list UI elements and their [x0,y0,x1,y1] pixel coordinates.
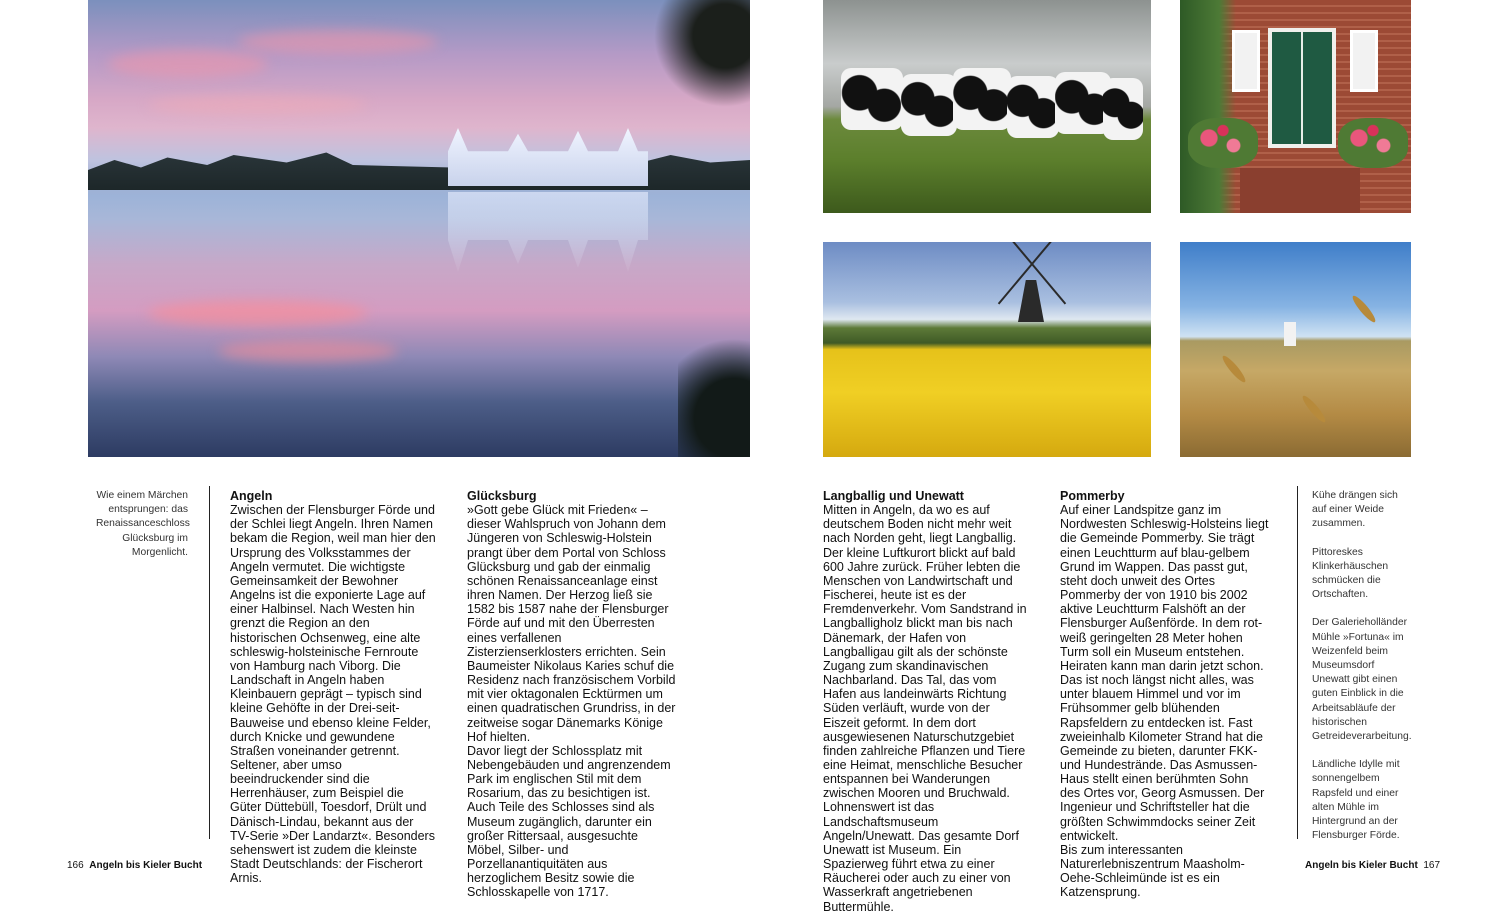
running-title-left: Angeln bis Kieler Bucht [89,860,203,871]
footer-right [1305,860,1440,871]
castle-caption [96,489,188,574]
castle-photo [88,0,750,457]
column-rule-left [209,486,210,839]
section-angeln [230,489,436,885]
cows-photo [823,0,1151,213]
right-captions [1312,489,1412,857]
rapeseed-windmill-photo [823,242,1151,457]
column-rule-right [1297,486,1298,839]
section-gluecksburg [467,489,676,900]
caption-house: Pittoreskes Klinkerhäuschen schmücken die Ortschaften. [1312,546,1389,601]
section-title: Angeln [230,489,273,503]
wheat-windmill-photo [1180,242,1411,457]
caption-rapeseed: Ländliche Idylle mit sonnengelbem Rapsfeld und einer alten Mühle im Hintergrund an der Flensburger Förde. [1312,759,1400,842]
section-text: Mitten in Angeln, da wo es auf deutschem Boden nicht mehr weit nach Norden geht, liegt Langballig. Der kleine Luftkurort blickt auf bald 600 Jahre zurück. Früher lebten die Menschen von Landwirtschaft und Fischerei, heute ist es der Fremdenverkehr. Vom Sandstrand in Langballigholz blickt man bis nach Dänemark, der Hafen von Langballigau gilt als der schönste Zugang zum skandinavischen Nachbarland. Das Tal, das vom Hafen aus landeinwärts Richtung Süden verläuft, wurde von der Eiszeit geformt. In dem dort ausgewiesenen Naturschutzgebiet finden zahlreiche Pflanzen und Tiere eine Heimat, menschliche Besucher entspannen bei Wanderungen zwischen Mooren und Bruchwald. Lohnenswert ist das Landschaftsmuseum Angeln/Unewatt. Das gesamte Dorf Unewatt ist Museum. Ein Spazierweg führt etwa zu einer Räucherei oder auch zu einer von Wasserkraft angetriebenen Buttermühle. [823,503,1027,914]
caption-wheat: Der Galerieholländer Mühle »Fortuna« im Weizenfeld beim Museumsdorf Unewatt gibt einen guten Einblick in die Arbeitsabläufe der historischen Getreideverarbeitung. [1312,617,1412,743]
section-text: Auf einer Landspitze ganz im Nordwesten Schleswig-Holsteins liegt die Gemeinde Pommerby. Sie trägt einen Leuchtturm auf blau-gelbem Grund im Wappen. Das passt gut, steht doch unweit des Ortes Pommerby der von 1910 bis 2002 aktive Leuchtturm Falshöft an der Flensburger Außenförde. In dem rot-weiß geringelten 28 Meter hohen Turm soll ein Museum entstehen. Heiraten kann man darin jetzt schon. Das ist noch längst nicht alles, was unter blauem Himmel und vor im Frühsommer gelb blühenden Rapsfeldern zu entdecken ist. Fast zweieinhalb Kilometer Strand hat die Gemeinde zu bieten, darunter FKK- und Hundestrände. Das Asmussen-Haus stellt einen berühmten Sohn des Ortes vor, Georg Asmussen. Der Ingenieur und Schriftsteller hat die größten Schwimmdocks seiner Zeit entwickelt. [1060,503,1269,843]
section-text: »Gott gebe Glück mit Frieden« – dieser Wahlspruch von Johann dem Jüngeren von Schleswig-Holstein prangt über dem Portal von Schloss Glücksburg und gab der einmalig schönen Renaissanceanlage einst ihren Namen. Der Herzog ließ sie 1582 bis 1587 nahe der Flensburger Förde auf und mit den Überresten eines verfallenen Zisterzienserklosters errichten. Sein Baumeister Nikolaus Karies schuf die Residenz nach französischem Vorbild mit vier oktagonalen Ecktürmen um einen quadratischen Grundriss, in der zeitweise sogar Dänemarks Könige Hof hielten. [467,503,676,744]
section-title: Langballig und Unewatt [823,489,964,503]
section-text: Davor liegt der Schlossplatz mit Nebengebäuden und angrenzendem Park im englischen Stil mit dem Rosarium, das zu besichtigen ist. Auch Teile des Schlosses sind als Museum zugänglich, darunter ein großer Rittersaal, ausgesuchte Möbel, Silber- und Porzellanantiquitäten aus herzoglichem Besitz sowie die Schlosskapelle von 1717. [467,743,671,900]
caption-text: Wie einem Märchen entsprungen: das Renaissanceschloss Glücksburg im Morgenlicht. [96,490,190,558]
brick-house-photo [1180,0,1411,213]
section-langballig [823,489,1030,914]
section-text: Zwischen der Flensburger Förde und der Schlei liegt Angeln. Ihren Namen bekam die Region, weil man hier den Ursprung des Volksstammes der Angeln vermutet. Die wichtigste Gemeinsamkeit der Bewohner Angelns ist die exponierte Lage auf einer Halbinsel. Nach Westen hin grenzt die Region an den historischen Ochsenweg, eine alte schleswig-holsteinische Fernroute von Hamburg nach Viborg. Die Landschaft in Angeln haben Kleinbauern geprägt – typisch sind kleine Gehöfte in der Drei-seit-Bauweise und ebenso kleine Felder, durch Knicke und gewundene Straßen voneinander getrennt. Seltener, aber umso beeindruckender sind die Herrenhäuser, zum Beispiel die Güter Düttebüll, Toesdorf, Drült und Dänisch-Lindau, bekannt aus der TV-Serie »Der Landarzt«. Besonders sehenswert ist zudem die kleinste Stadt Deutschlands: der Fischerort Arnis. [230,503,436,886]
running-title-right: Angeln bis Kieler Bucht [1305,860,1418,871]
caption-cows: Kühe drängen sich auf einer Weide zusammen. [1312,490,1398,530]
section-pommerby [1060,489,1270,900]
footer-left [67,860,202,871]
section-title: Glücksburg [467,489,537,503]
page-number-right: 167 [1423,860,1441,871]
page-number-left: 166 [67,860,84,871]
section-title: Pommerby [1060,489,1125,503]
section-text: Bis zum interessanten Naturerlebniszentrum Maasholm-Oehe-Schleimünde ist es ein Katzensprung. [1060,842,1245,900]
